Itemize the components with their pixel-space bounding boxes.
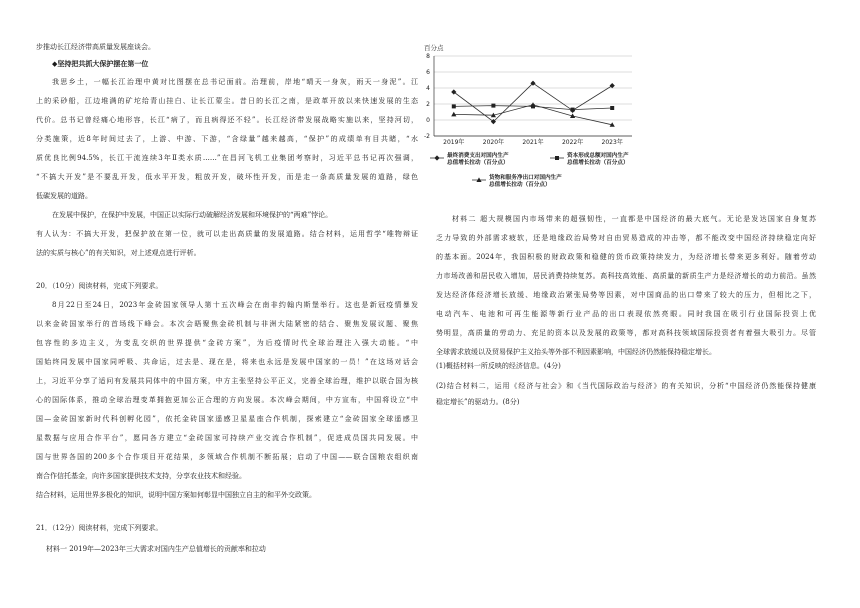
y-tick-label: -2 [424,133,430,140]
chart-caption: 材料一 2019年—2023年三大需求对国内生产总值增长的贡献率和拉动 [46,545,266,553]
line-chart [412,40,652,204]
data-point [610,83,615,88]
legend-label: 总值增长拉动（百分点） [567,160,629,166]
paragraph-line: 国始终同发展中国家同呼吸、共命运，过去是、现在是，将来也永远是发展中国家的一员！”在这场对话会 [36,358,418,366]
paragraph-line: 在发展中保护，在保护中发展，中国正以实际行动破解经济发展和环境保护的“两难”悖论。 [52,211,333,219]
paragraph-line: 心的国际体系，推动全球治理变革拥抱更加公正合理的方向发展。本次峰会期间，中方宣布，中国将设立“中 [36,396,418,404]
y-tick-label: 8 [426,53,430,60]
paragraph-line: 乏力导致的外部需求疲软，还是地缘政治局势对自由贸易造成的冲击等，都不能改变中国经济持续稳定向好 [436,234,816,242]
paragraph-line: 上，习近平分享了适问有发展共同体中的中国方案，中方主张坚持公平正义，完善全球治理，维护以联合国为核 [36,377,418,385]
section-heading: ◆坚持把共抓大保护摆在第一位 [52,59,149,68]
data-point [571,108,575,112]
paragraph-line: 低碳发展的道路。 [36,192,92,200]
data-point [434,155,439,160]
y-tick-label: 4 [426,85,430,92]
y-tick-label: 0 [426,117,430,124]
paragraph-line: 全球需求放缓以及贸易保护主义抬头等外部不利因素影响，中国经济仍然能保持稳定增长。 [436,348,716,356]
paragraph-line: 我思乡土，一幅长江治理中黄对比图摆在总书记面前。治理前，岸地“晴天一身灰，雨天一身泥”。江 [52,78,418,86]
text-line: 步推动长江经济带高质量发展座谈会。 [36,43,155,51]
paragraph-line: 上的采砂船，江边堆满的矿坨给青山挂白、让长江蒙尘。昔日的长江之南，是政革开放以来快速发展的生态 [36,97,418,105]
x-tick-label: 2021年 [522,139,544,146]
paragraph-line: 力市场改善和居民收入增加，居民消费持续复苏。高科技高效能、高质量的新质生产力是经济增长的动力前沿。虽然 [436,272,816,280]
paragraph-line: 国与世界各国的200多个合作项目开花结果，多领域合作机制不断拓展；启动了中国——联合国粮农组织南 [36,453,418,461]
paragraph-line: 质优良比例94.5%，长江干流连续3年Ⅱ类水质……”在昌河飞机工业集团考察时，习近平总书记再次强调， [36,154,418,162]
legend-label: 资本形成总额对国内生产 [567,153,629,159]
question-prompt: 结合材料，运用世界多极化的知识，说明中国方案如何彰显中国独立自主的和平外交政策。 [36,491,316,499]
paragraph-line: 星数据与应用合作平台”，愿同各方建立“金砖国家可持续产业交流合作机制”，促进成员国共同发展。中 [36,434,418,442]
legend-label: 最终消费支出对国内生产 [447,153,509,159]
paragraph-line: 代价。总书记曾经痛心地形容，长江“病了，而且病得还不轻”。长江经济带发展战略实施以来，坚持河切， [36,116,418,124]
paragraph-line: “不搞大开发”是不要乱开发，低水平开发，粗放开发，破坏性开发，而是走一条高质量发展的道路，绿色 [36,173,418,181]
question-20-heading: 20．（10分）阅读材料，完成下列要求。 [36,282,163,290]
question-part-2-cont: 稳定增长”的驱动力。(8分) [436,398,520,406]
y-axis-label: 百分点 [424,44,444,52]
paragraph-line: 包容性的多边主义，为变乱交织的世界提供“金砖方案”，为后疫情时代全球治理注入强大动能。“中 [36,339,418,347]
x-tick-label: 2022年 [561,139,584,146]
legend-label: 货物和服务净出口对国内生产 [489,175,562,181]
data-point [610,106,614,110]
paragraph-line: 发达经济体经济增长放缓、地缘政治紧张局势等因素，对中国商品的出口带来了较大的压力，但相比之下， [436,291,816,299]
paragraph-line: 材料二 超大规模国内市场带来的超强韧性，一直都是中国经济的最大底气。无论是发达国家自身复苏 [452,215,816,223]
paragraph-line: 以来金砖国家举行的首场线下峰会。本次会晤聚焦金砖机制与非洲大陆紧密的结合、聚焦发展议题、聚焦 [36,320,418,328]
y-tick-label: 6 [426,69,430,76]
paragraph-line: 势明显，高质量的劳动力、充足的资本以及发展的政策等，都对高科技领域国际投资者有着强大吸引力。尽管 [436,329,816,337]
question-prompt: 法的实质与核心”的有关知识，对上述观点进行评析。 [36,249,201,257]
x-tick-label: 2023年 [601,139,623,146]
data-point [491,104,495,108]
paragraph-line: 南合作信托基金，向许多国家提供技术支持，分享农业技术和经验。 [36,472,246,480]
y-tick-label: 2 [426,101,430,108]
x-tick-label: 2019年 [443,139,465,146]
question-part-1: (1)概括材料一所反映的经济信息。(4分) [436,362,561,370]
paragraph-line: 8月22日至24日，2023年金砖国家领导人第十五次峰会在南非约翰内斯堡举行。这也是新冠疫情暴发 [52,301,418,309]
paragraph-line: 国—金砖国家新时代科创孵化园”，依托金砖国家遥感卫星星座合作机制，探索建立“金砖国家全球遥感卫 [36,415,418,423]
legend-label: 总值增长拉动（百分点） [489,182,551,188]
data-point [555,156,559,160]
paragraph-line: 的基本面。2024年，我国积极的财政政策和稳健的货币政策持续发力，为经济增长带来更多利好。随着劳动 [436,253,816,261]
paragraph-line: 分类施策，近8年时间过去了，上游、中游、下游，“含绿量”越来越高，“保护”的成绩单有目共睹，“水 [36,135,418,143]
data-point [452,104,456,108]
legend-label: 总值增长拉动（百分点） [447,160,509,166]
paragraph-line: 电动汽车、电池和可再生能源等新行业产品的出口表现依然亮眼。同时我国在吸引行业国际投资上优 [436,310,816,318]
question-prompt: 有人认为：不搞大开发，把保护放在第一位，就可以走出高质量的发展道路。结合材料，运用哲学“唯物辩证 [36,230,418,238]
question-part-2: (2)结合材料二，运用《经济与社会》和《当代国际政治与经济》的有关知识，分析“中国经济仍然能保持健康 [436,382,816,390]
x-tick-label: 2020年 [482,139,505,146]
question-21-heading: 21．（12分）阅读材料，完成下列要求。 [36,524,163,532]
